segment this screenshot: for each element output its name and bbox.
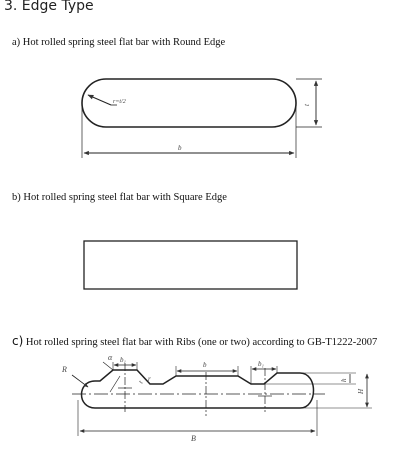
alpha-label: α <box>108 353 113 362</box>
thickness-label: t <box>303 104 311 106</box>
ribbed-edge-diagram <box>72 362 372 436</box>
caption-ribbed-edge-text: Hot rolled spring steel flat bar with Ribs (one or two) according to GB-T1222-2007 <box>25 337 378 348</box>
caption-round-edge-letter: a) <box>12 37 21 48</box>
caption-ribbed-edge-letter: c) <box>12 334 24 348</box>
radius-label: r=t/2 <box>113 99 126 105</box>
caption-square-edge-letter: b) <box>12 192 21 203</box>
b-label: b <box>203 361 207 369</box>
t-label: t <box>136 379 145 385</box>
section-heading: 3. Edge Type <box>4 0 94 14</box>
caption-round-edge-text: Hot rolled spring steel flat bar with Round Edge <box>22 37 226 48</box>
width-label: b <box>178 144 182 152</box>
R-leader <box>72 375 88 387</box>
square-edge-bar <box>84 241 297 289</box>
caption-square-edge-text: Hot rolled spring steel flat bar with Square Edge <box>23 192 227 203</box>
b1-right-label: b₁ <box>258 360 264 368</box>
R-label: R <box>62 365 67 374</box>
round-edge-diagram <box>82 79 322 158</box>
r-label: r <box>148 375 151 383</box>
radius-leader <box>88 95 111 105</box>
H-label: H <box>357 388 365 394</box>
B-label: B <box>191 434 196 443</box>
ribbed-bar-outline <box>82 370 314 408</box>
h-label: h <box>340 378 348 382</box>
b1-left-label: b₁ <box>120 356 126 364</box>
